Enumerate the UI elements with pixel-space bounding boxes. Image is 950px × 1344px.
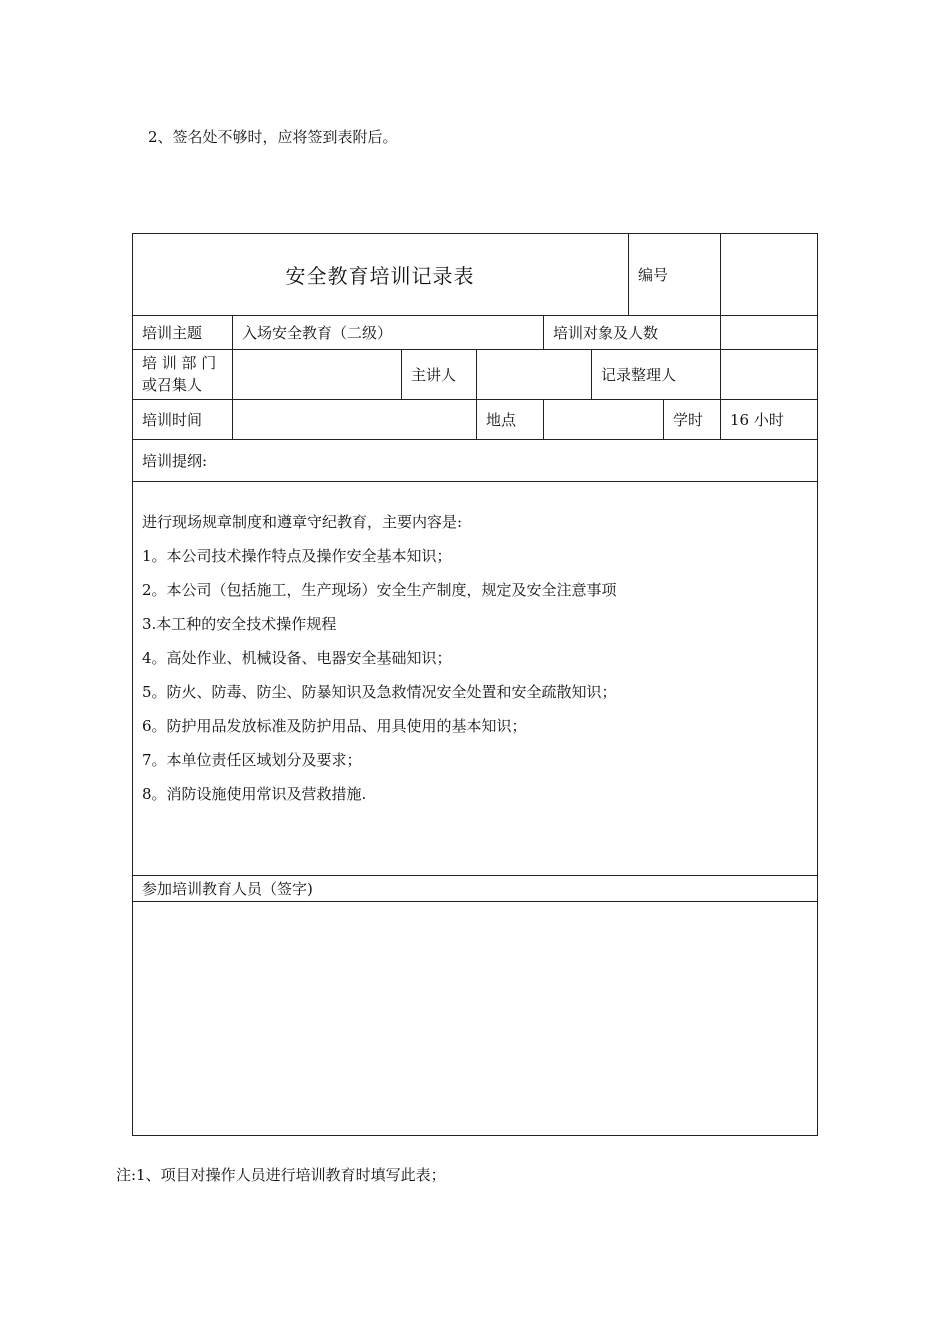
outline-item: 8。消防设施使用常识及营救措施.: [142, 785, 367, 803]
target-field[interactable]: [720, 315, 817, 349]
outline-item: 6。防护用品发放标准及防护用品、用具使用的基本知识；: [142, 717, 527, 735]
recorder-label: 记录整理人: [601, 365, 677, 384]
recorder-field[interactable]: [720, 349, 817, 399]
time-field[interactable]: [232, 399, 476, 439]
participants-label: 参加培训教育人员（签字): [142, 879, 313, 898]
outline-item: 1。本公司技术操作特点及操作安全基本知识；: [142, 547, 452, 565]
place-field[interactable]: [543, 399, 663, 439]
outline-item: 3.本工种的安全技术操作规程: [142, 615, 337, 633]
participants-signature-area[interactable]: [132, 902, 818, 1135]
place-label: 地点: [486, 410, 517, 429]
hours-field[interactable]: 16 小时: [730, 410, 784, 429]
rule: [132, 481, 818, 482]
time-label: 培训时间: [142, 410, 203, 429]
lecturer-label: 主讲人: [411, 365, 457, 384]
training-record-form: [132, 233, 818, 1136]
department-field[interactable]: [232, 349, 401, 399]
topic-field[interactable]: 入场安全教育（二级）: [242, 323, 393, 342]
topic-label: 培训主题: [142, 323, 203, 342]
target-label: 培训对象及人数: [553, 323, 659, 342]
department-label: 培 训 部 门 或召集人: [142, 354, 217, 394]
number-label: 编号: [638, 265, 669, 284]
rule: [132, 1135, 818, 1136]
outline-item: 进行现场规章制度和遵章守纪教育，主要内容是:: [142, 513, 463, 531]
footnote: 注:1、项目对操作人员进行培训教育时填写此表；: [116, 1166, 446, 1184]
top-note: 2、签名处不够时，应将签到表附后。: [148, 128, 398, 146]
number-field[interactable]: [720, 233, 817, 315]
outline-item: 4。高处作业、机械设备、电器安全基础知识；: [142, 649, 452, 667]
lecturer-field[interactable]: [476, 349, 591, 399]
outline-item: 2。本公司（包括施工，生产现场）安全生产制度，规定及安全注意事项: [142, 581, 617, 599]
hours-label: 学时: [673, 410, 704, 429]
outline-item: 7。本单位责任区域划分及要求；: [142, 751, 362, 769]
outline-list: [142, 505, 617, 811]
outline-item: 5。防火、防毒、防尘、防暴知识及急救情况安全处置和安全疏散知识；: [142, 683, 617, 701]
outline-label: 培训提纲:: [142, 451, 208, 470]
form-title: 安全教育培训记录表: [285, 263, 475, 288]
